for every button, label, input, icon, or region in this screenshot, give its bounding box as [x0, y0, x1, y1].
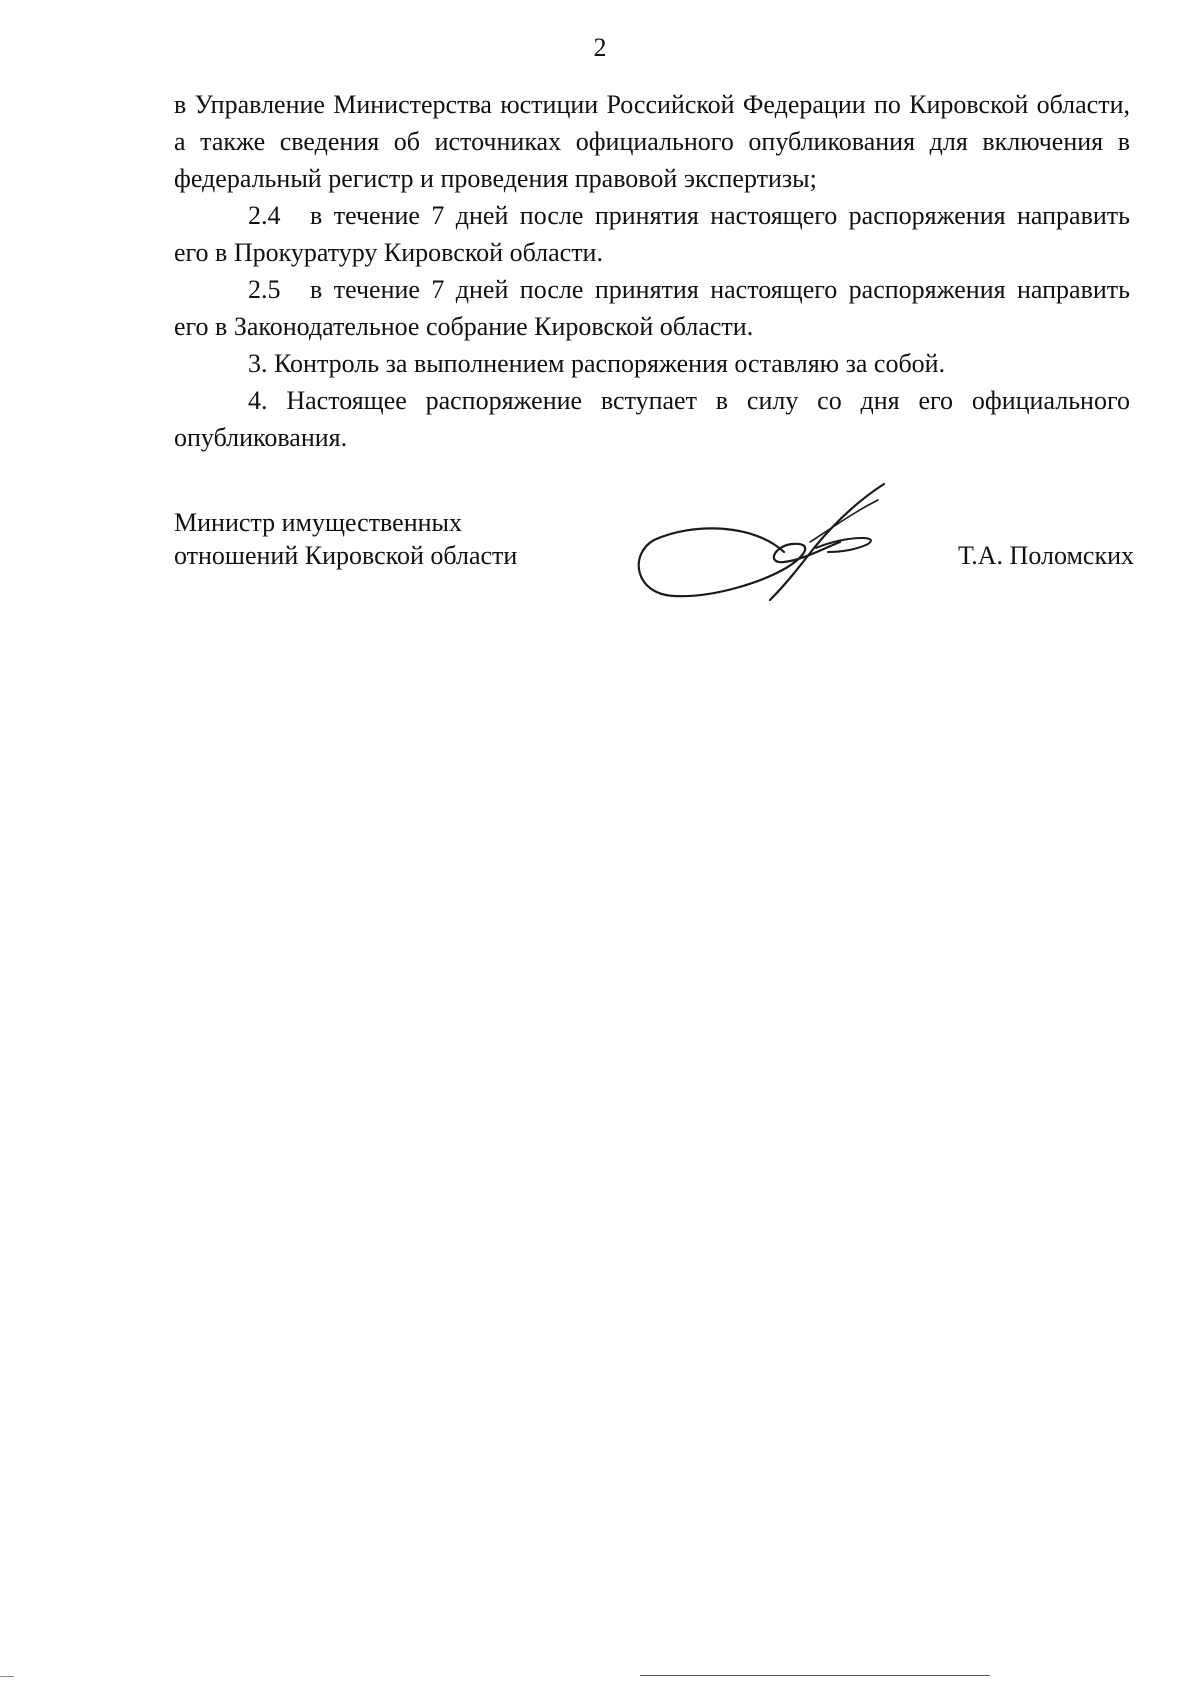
signature-block	[174, 502, 1134, 612]
signatory-position-line-1: Министр имущественных	[174, 508, 463, 537]
item-text-2-4: в течение 7 дней после принятия настоящего распоряжения направить его в Прокуратуру Кировской области.	[174, 201, 1130, 267]
signatory-name: Т.А. Поломских	[957, 541, 1134, 570]
page-number: 2	[593, 33, 607, 62]
item-number-2-5: 2.5	[248, 275, 281, 304]
item-number-2-4: 2.4	[248, 201, 281, 230]
signatory-position	[174, 506, 517, 572]
handwritten-signature	[634, 482, 894, 602]
document-body	[174, 86, 1130, 456]
scan-edge-mark	[0, 1676, 14, 1677]
paragraph-continuation: в Управление Министерства юстиции Российской Федерации по Кировской области, а также сведения об источниках официального опубликования для включения в федеральный регистр и проведения правовой экспертизы;	[174, 90, 1130, 193]
paragraph-2-5	[174, 271, 1130, 345]
footer-rule	[640, 1675, 990, 1676]
paragraph-4: 4. Настоящее распоряжение вступает в силу со дня его официального опубликования.	[174, 386, 1130, 452]
signatory-position-line-2: отношений Кировской области	[174, 541, 518, 570]
item-text-2-5: в течение 7 дней после принятия настоящего распоряжения направить его в Законодательное собрание Кировской области.	[174, 275, 1130, 341]
paragraph-3: 3. Контроль за выполнением распоряжения оставляю за собой.	[248, 349, 946, 378]
paragraph-2-4	[174, 197, 1130, 271]
